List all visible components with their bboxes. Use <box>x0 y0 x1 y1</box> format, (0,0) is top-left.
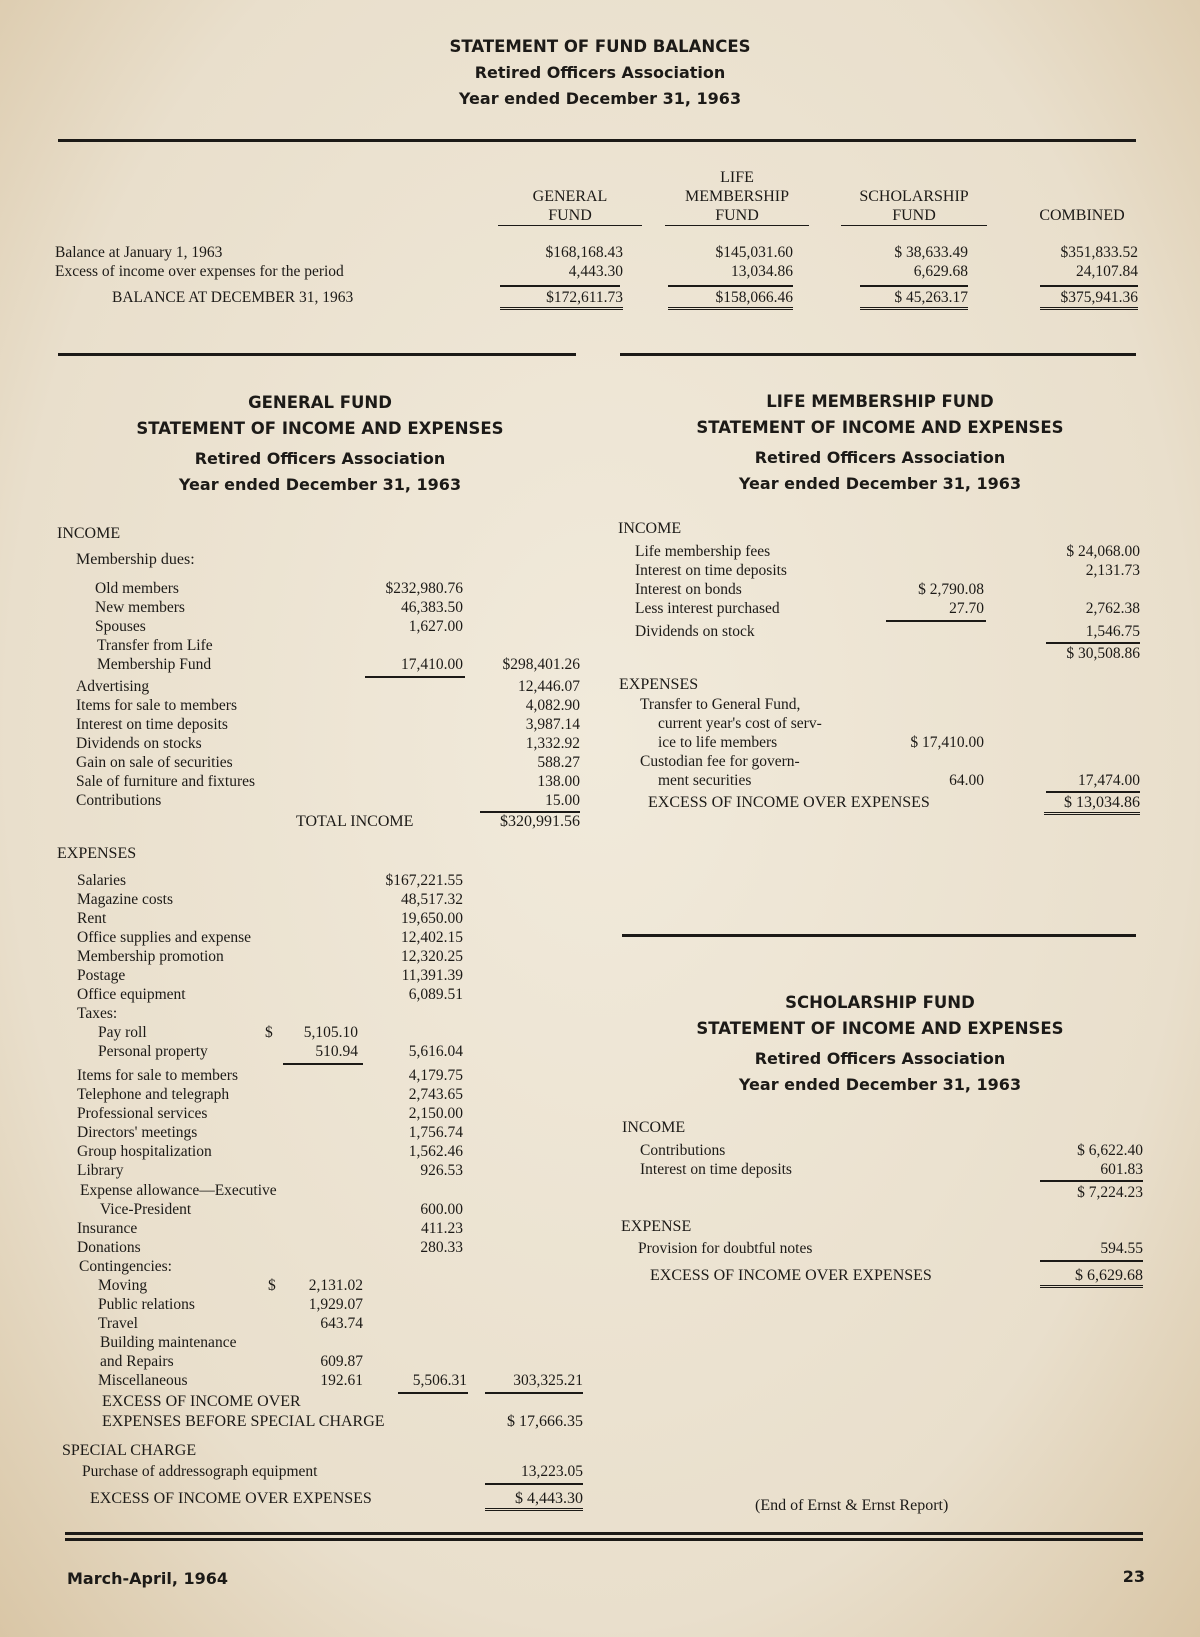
table-row: Contributions 15.00 <box>76 792 580 809</box>
balances-title: STATEMENT OF FUND BALANCES <box>449 37 751 56</box>
table-row: Pay roll $ 5,105.10 <box>98 1024 358 1041</box>
table-row: Provision for doubtful notes 594.55 <box>638 1240 1143 1257</box>
general-excess-row: EXCESS OF INCOME OVER EXPENSES $ 4,443.30 <box>0 1489 1200 1508</box>
life-excess-row: EXCESS OF INCOME OVER EXPENSES $ 13,034.86 <box>0 793 1200 812</box>
general-fund-statement: INCOME Membership dues: Old members $232,980.76 New members 46,383.50 Spouses 1,627.00 Transfer from Life Membership Fund 17,410.00 $298,401.26 Advertising 12,446.07 Items for sale to members 4,082.90 Interest on time deposits 3,987.14 Dividends on stocks 1,332.92 Gain on sale of securities 588.27 Sale of furniture and fixtures 138.00 Contributions 15.00 TOTAL INCOME $320,991.56 EXPENSES Salaries $167,221.55 Magazine costs 48,517.32 Rent 19,650.00 Office supplies and expense 12,402.15 Membership promotion 12,320.25 Postage 11,391.39 Office equipment 6,089.51 Taxes: Pay roll $ 5,105.10 Personal property 510.94 5,616.04 Items for sale to members 4,179.75 Telephone and telegraph 2,743.65 Professional services 2,150.00 Directors' meetings 1,756.74 Group hospitalization 1,562.46 Library 926.53 Expense allowance—Executive Vice-President 600.00 Insurance 411.23 Donations 280.33 Contingencies: Moving $ 2,131.02 Public relations 1,929.07 Travel 643.74 Building maintenance and Repairs 609.87 Miscellaneous 192.61 5,506.31 303,325.21 EXCESS OF INCOME OVER EXPENSES BEFORE SPECIAL CHARGE $ 17,666.35 SPECIAL CHARGE Purchase of addressograph equipment 13,223.05 <box>0 522 600 1502</box>
divider <box>622 934 1136 937</box>
table-row: Insurance 411.23 <box>77 1220 463 1237</box>
table-row: Life membership fees $ 24,068.00 <box>635 543 1140 560</box>
table-row: Dividends on stocks 1,332.92 <box>76 735 580 752</box>
table-row: Miscellaneous 192.61 5,506.31 303,325.21 <box>98 1372 583 1389</box>
table-row: Interest on time deposits 3,987.14 <box>76 716 580 733</box>
table-row: Personal property 510.94 5,616.04 <box>98 1043 463 1060</box>
table-row: BALANCE AT DECEMBER 31, 1963 $172,611.73 $158,066.46 $ 45,263.17 $375,941.36 <box>0 288 1200 307</box>
table-row: Interest on time deposits 2,131.73 <box>635 562 1140 579</box>
balances-period: Year ended December 31, 1963 <box>458 89 742 108</box>
table-row: Membership promotion 12,320.25 <box>77 948 463 965</box>
general-header: GENERAL FUND STATEMENT OF INCOME AND EXPENSES Retired Officers Association Year ended December 31, 1963 <box>136 393 504 494</box>
table-row: ment securities 64.00 17,474.00 <box>658 772 1140 789</box>
col-header-combined: COMBINED <box>1039 207 1125 224</box>
table-row: Library 926.53 <box>77 1162 463 1179</box>
table-row: Membership Fund 17,410.00 $298,401.26 <box>97 656 580 673</box>
table-row: Vice-President 600.00 <box>100 1201 463 1218</box>
table-row: Dividends on stock 1,546.75 <box>635 623 1140 640</box>
col-header-life: LIFE MEMBERSHIP FUND <box>667 168 807 226</box>
balances-header <box>300 34 900 112</box>
table-row: Interest on time deposits 601.83 <box>640 1161 1143 1178</box>
total-income-row: TOTAL INCOME $320,991.56 <box>296 813 580 830</box>
scholarship-income-total-row: $ 7,224.23 <box>1077 1184 1143 1201</box>
table-row: Postage 11,391.39 <box>77 967 463 984</box>
table-row: Sale of furniture and fixtures 138.00 <box>76 773 580 790</box>
table-row: Old members $232,980.76 <box>95 580 463 597</box>
divider <box>620 353 1136 356</box>
divider <box>65 1538 1143 1541</box>
table-row: and Repairs 609.87 <box>100 1353 363 1370</box>
end-note: (End of Ernst & Ernst Report) <box>755 1497 949 1514</box>
issue-date: March-April, 1964 <box>67 1569 228 1588</box>
table-row: Magazine costs 48,517.32 <box>77 891 463 908</box>
table-row: Moving $ 2,131.02 <box>98 1277 363 1294</box>
scholarship-header: SCHOLARSHIP FUND STATEMENT OF INCOME AND EXPENSES Retired Officers Association Year ended December 31, 1963 <box>696 993 1064 1094</box>
table-row: Spouses 1,627.00 <box>95 618 463 635</box>
table-row: Excess of income over expenses for the period 4,443.30 13,034.86 6,629.68 24,107.84 <box>55 263 1138 280</box>
table-row: ice to life members $ 17,410.00 <box>658 734 984 751</box>
table-row: Donations 280.33 <box>77 1239 463 1256</box>
table-row: Purchase of addressograph equipment 13,223.05 <box>82 1463 583 1480</box>
table-row: Advertising 12,446.07 <box>76 678 580 695</box>
life-fund-statement: INCOME Life membership fees $ 24,068.00 Interest on time deposits 2,131.73 Interest on bonds $ 2,790.08 Less interest purchased 27.70 2,762.38 Dividends on stock 1,546.75 $ 30,508.86 EXPENSES Transfer to General Fund, current year's cost of serv- ice to life members $ 17,410.00 Custodian fee for govern- ment securities 64.00 17,474.00 EXCESS OF INCOME OVER EXPENSES $ 13,034.86 <box>0 518 1200 818</box>
table-row: Office equipment 6,089.51 <box>77 986 463 1003</box>
life-income-total-row: $ 30,508.86 <box>1066 645 1140 662</box>
balances-org: Retired Officers Association <box>474 63 726 82</box>
scholarship-excess-row: EXCESS OF INCOME OVER EXPENSES $ 6,629.68 <box>0 1266 1200 1285</box>
divider <box>58 139 1136 142</box>
table-row: Salaries $167,221.55 <box>77 872 463 889</box>
divider <box>58 353 576 356</box>
scholarship-fund-statement: INCOME Contributions $ 6,622.40 Interest on time deposits 601.83 $ 7,224.23 EXPENSE Provision for doubtful notes 594.55 EXCESS OF INCOME OVER EXPENSES $ 6,629.68 <box>0 1117 1200 1297</box>
table-row: Balance at January 1, 1963 $168,168.43 $145,031.60 $ 38,633.49 $351,833.52 <box>55 244 1138 261</box>
table-row: Items for sale to members 4,082.90 <box>76 697 580 714</box>
excess-before-special-row: EXPENSES BEFORE SPECIAL CHARGE $ 17,666.35 <box>102 1413 583 1430</box>
table-row: Rent 19,650.00 <box>77 910 463 927</box>
col-header-general: GENERAL FUND <box>500 168 640 226</box>
table-row: Gain on sale of securities 588.27 <box>76 754 580 771</box>
table-row: Telephone and telegraph 2,743.65 <box>77 1086 463 1103</box>
table-row: Directors' meetings 1,756.74 <box>77 1124 463 1141</box>
life-header: LIFE MEMBERSHIP FUND STATEMENT OF INCOME AND EXPENSES Retired Officers Association Year ended December 31, 1963 <box>696 392 1064 493</box>
table-row: Professional services 2,150.00 <box>77 1105 463 1122</box>
table-row: Items for sale to members 4,179.75 <box>77 1067 463 1084</box>
table-row: Office supplies and expense 12,402.15 <box>77 929 463 946</box>
page-number: 23 <box>1122 1567 1145 1586</box>
table-row: Less interest purchased 27.70 2,762.38 <box>635 600 1140 617</box>
table-row: New members 46,383.50 <box>95 599 463 616</box>
table-row: Interest on bonds $ 2,790.08 <box>635 581 984 598</box>
table-row: Travel 643.74 <box>98 1315 363 1332</box>
col-header-scholarship: SCHOLARSHIP FUND <box>843 168 985 226</box>
table-row: Group hospitalization 1,562.46 <box>77 1143 463 1160</box>
table-row: Public relations 1,929.07 <box>98 1296 363 1313</box>
table-row: Contributions $ 6,622.40 <box>640 1142 1143 1159</box>
divider <box>65 1532 1143 1535</box>
